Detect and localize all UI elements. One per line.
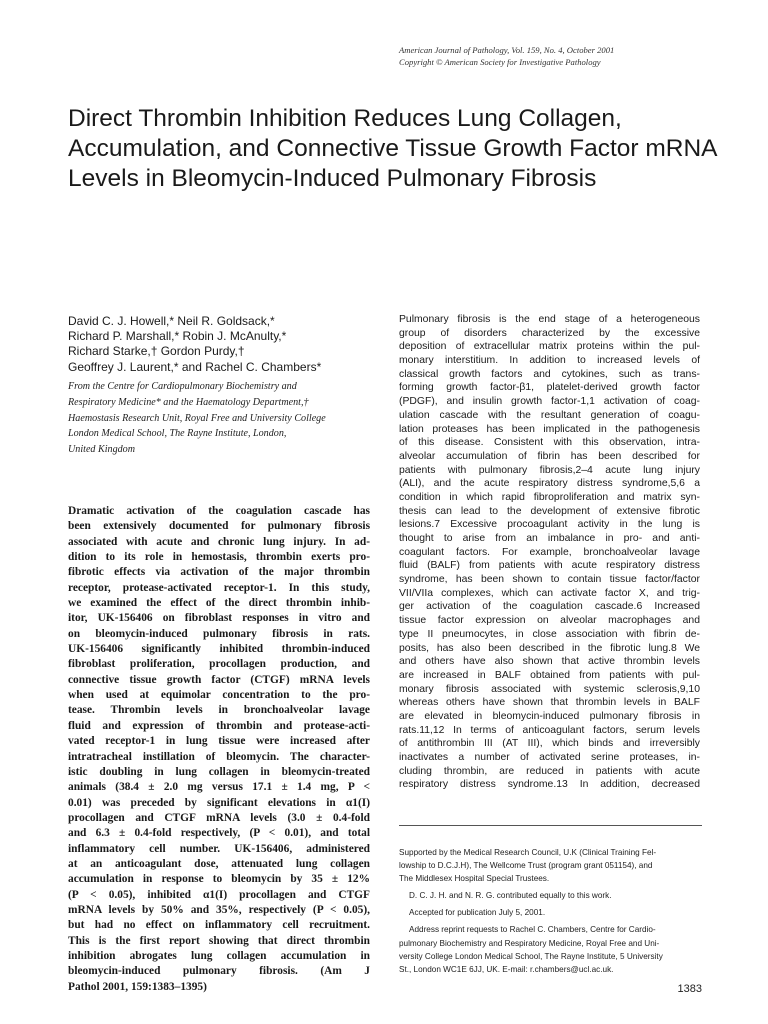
introduction-text: [399, 313, 700, 792]
abstract-line: animals (38.4 ± 2.0 mg versus 17.1 ± 1.4 mg, P <: [68, 781, 370, 794]
body-line: (PDGF), and insulin growth factor-1,1 activation of coag-: [399, 396, 700, 408]
journal-citation: American Journal of Pathology, Vol. 159, No. 4, October 2001: [399, 45, 615, 55]
affiliation-line: London Medical School, The Rayne Institute, London,: [68, 428, 287, 440]
abstract-line: mRNA levels by 50% and 35%, respectively (P < 0.05),: [68, 903, 370, 916]
body-line: thought to arise from an imbalance in pro- and anti-: [399, 533, 700, 544]
abstract-line: tease. Thrombin levels in bronchoalveolar lavage: [68, 704, 370, 717]
body-line: of this disease. Consistent with this observation, intra-: [399, 437, 700, 449]
body-line: cluding thrombin, are reduced in patients with acute: [399, 765, 700, 777]
body-line: ger activation of the coagulation cascade.6 Increased: [399, 601, 700, 613]
abstract-line: inflammatory cell number. UK-156406, administered: [68, 842, 370, 855]
abstract-line: intratracheal instillation of bleomycin. The character-: [68, 750, 370, 763]
abstract-line: been extensively documented for pulmonary fibrosis: [68, 520, 370, 533]
journal-header: [399, 44, 719, 68]
body-line: respiratory distress syndrome.13 In addition, decreased: [399, 779, 700, 791]
body-line: inactivates a number of activated serine proteases, in-: [399, 752, 700, 763]
affiliation-line: Haemostasis Research Unit, Royal Free and University College: [68, 412, 326, 424]
abstract-line: 0.01) was preceded by significant elevations in α1(I): [68, 796, 370, 809]
body-line: (ALI), and the acute respiratory distress syndrome,5,6 a: [399, 478, 700, 490]
footnote-line: lowship to D.C.J.H), The Wellcome Trust (program grant 051154), and: [399, 861, 653, 871]
footnote-accepted: Accepted for publication July 5, 2001.: [409, 908, 546, 918]
footnote-divider: [399, 825, 702, 826]
body-line: type II pneumocytes, in close association with fibrin de-: [399, 628, 700, 640]
body-line: tissue factor expression on alveolar macrophages and: [399, 615, 700, 627]
affiliation: [68, 379, 368, 458]
body-line: deposition of extracellular matrix proteins within the pul-: [399, 341, 700, 353]
abstract-line: we examined the effect of the direct thrombin inhib-: [68, 597, 370, 610]
abstract-line: Dramatic activation of the coagulation cascade has: [68, 505, 370, 517]
footnote-equal-contribution: D. C. J. H. and N. R. G. contributed equally to this work.: [409, 891, 612, 901]
abstract-line: on bleomycin-induced pulmonary fibrosis in rats.: [68, 627, 370, 640]
article-title: Direct Thrombin Inhibition Reduces Lung Collagen, Accumulation, and Connective Tissue Growth Factor mRNA Levels in Bleomycin-Induced Pulmonary Fibrosis: [68, 105, 717, 192]
body-line: whereas others have shown that thrombin levels in BALF: [399, 697, 700, 709]
abstract-line: connective tissue growth factor (CTGF) mRNA levels: [68, 673, 370, 686]
footnote-line: pulmonary Biochemistry and Respiratory Medicine, Royal Free and Uni-: [399, 938, 660, 948]
abstract-line: at an anticoagulant dose, attenuated lung collagen: [68, 857, 370, 870]
body-line: fluid (BALF) from patients with acute respiratory distress: [399, 560, 700, 572]
abstract-line: This is the first report showing that direct thrombin: [68, 934, 370, 947]
abstract-line: dition to its role in hemostasis, thrombin exerts pro-: [68, 551, 370, 564]
author-line: Richard Starke,† Gordon Purdy,†: [68, 344, 245, 359]
body-line: are elevated in bleomycin-induced pulmonary fibrosis in: [399, 710, 700, 722]
body-line: patients with pulmonary fibrosis,2–4 acute lung injury: [399, 464, 700, 476]
abstract: [68, 504, 370, 995]
author-line: Richard P. Marshall,* Robin J. McAnulty,*: [68, 329, 287, 344]
abstract-line: istic doubling in lung collagen in bleomycin-treated: [68, 765, 370, 778]
body-line: forming growth factor-β1, platelet-derived growth factor: [399, 382, 700, 394]
author-line: Geoffrey J. Laurent,* and Rachel C. Chambers*: [68, 359, 322, 374]
abstract-line: inhibition abrogates lung collagen accumulation in: [68, 949, 370, 962]
author-line: David C. J. Howell,* Neil R. Goldsack,*: [68, 314, 275, 328]
body-line: classical growth factors and cytokines, such as trans-: [399, 368, 700, 380]
body-line: of antithrombin III (AT III), which binds and irreversibly: [399, 738, 700, 750]
body-line: VII/VIIa complexes, which can activate factor X, and trig-: [399, 587, 700, 599]
body-line: lesions.7 Excessive procoagulant activity in the lung is: [399, 519, 700, 531]
body-line: rats.11,12 In terms of anticoagulant factors, serum levels: [399, 724, 700, 736]
footnotes: [399, 846, 702, 976]
abstract-line: vated receptor-1 in lung tissue were increased after: [68, 735, 370, 748]
abstract-line: associated with acute and chronic lung injury. In ad-: [68, 535, 370, 548]
abstract-line: but had no effect on inflammatory cell recruitment.: [68, 919, 370, 932]
footnote-line: versity College London Medical School, The Rayne Institute, 5 University: [399, 951, 663, 961]
abstract-line: (P < 0.05), inhibited α1(I) procollagen and CTGF: [68, 888, 370, 901]
abstract-line: and 6.3 ± 0.4-fold respectively, (P < 0.01), and total: [68, 827, 370, 840]
abstract-line: when used at equimolar concentration to the pro-: [68, 689, 370, 702]
abstract-line: Pathol 2001, 159:1383–1395): [68, 980, 207, 993]
footnote-line: The Middlesex Hospital Special Trustees.: [399, 874, 550, 884]
abstract-line: UK-156406 significantly inhibited thrombin-induced: [68, 643, 370, 656]
footnote-line: Supported by the Medical Research Council, U.K (Clinical Training Fel-: [399, 848, 657, 857]
footnote-line: St., London WC1E 6JJ, UK. E-mail: r.chambers@ucl.ac.uk.: [399, 964, 614, 974]
body-line: monary fibrosis associated with systemic sclerosis,9,10: [399, 683, 700, 695]
body-line: syndrome, has been shown to contain tissue factor/factor: [399, 574, 700, 586]
affiliation-line: Respiratory Medicine* and the Haematology Department,†: [68, 396, 309, 408]
abstract-line: fluid and expression of thrombin and protease-acti-: [68, 719, 370, 732]
author-list: [68, 314, 368, 375]
footnote-line: Address reprint requests to Rachel C. Chambers, Centre for Cardio-: [409, 925, 656, 935]
body-line: alveolar accumulation of fibrin has been described for: [399, 450, 700, 462]
body-line: are increased in BALF obtained from patients with pul-: [399, 669, 700, 681]
journal-copyright: Copyright © American Society for Investigative Pathology: [399, 57, 601, 67]
body-line: ulation cascade with the resultant generation of coagu-: [399, 409, 700, 421]
abstract-line: itor, UK-156406 on fibroblast responses in vitro and: [68, 612, 370, 625]
body-line: posits, has also been described in the fibrotic lung.8 We: [399, 642, 700, 654]
abstract-line: receptor, protease-activated receptor-1. In this study,: [68, 581, 370, 594]
abstract-line: fibroblast proliferation, procollagen production, and: [68, 658, 370, 671]
body-line: and others have also shown that active thrombin levels: [399, 656, 700, 668]
body-line: group of disorders characterized by the excessive: [399, 327, 700, 339]
body-line: thesis can lead to the development of extensive fibrotic: [399, 505, 700, 517]
body-line: condition in which rapid fibroproliferation and matrix syn-: [399, 491, 700, 503]
body-line: lation proteases has been implicated in the pathogenesis: [399, 423, 700, 435]
affiliation-line: From the Centre for Cardiopulmonary Biochemistry and: [68, 381, 297, 392]
affiliation-line: United Kingdom: [68, 444, 136, 456]
body-line: Pulmonary fibrosis is the end stage of a heterogeneous: [399, 314, 700, 325]
page-number: 1383: [677, 983, 702, 995]
abstract-line: accumulation in response to bleomycin by 35 ± 12%: [68, 873, 370, 886]
abstract-line: procollagen and CTGF mRNA levels (3.0 ± 0.4-fold: [68, 811, 370, 824]
abstract-line: bleomycin-induced pulmonary fibrosis. (Am J: [68, 965, 370, 978]
body-line: monary interstitium. In addition to increased levels of: [399, 355, 700, 367]
abstract-line: fibrotic effects via activation of the major thrombin: [68, 566, 370, 579]
body-line: coagulant factors. For example, bronchoalveolar lavage: [399, 546, 700, 558]
